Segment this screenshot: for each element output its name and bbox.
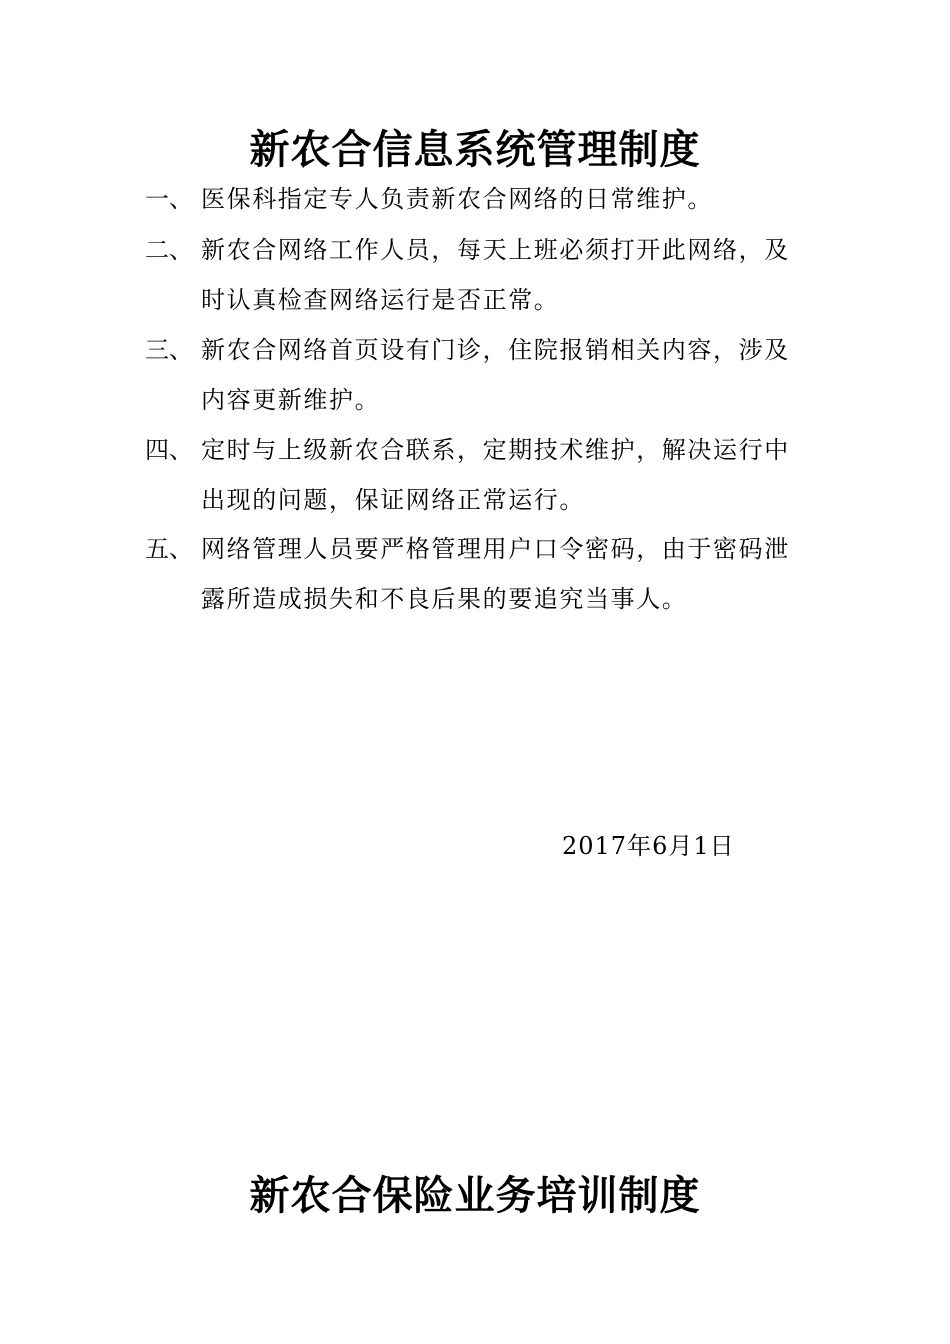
rule-item: [145, 425, 815, 525]
document-date: 2017年6月1日: [562, 832, 735, 860]
document-title: 新农合信息系统管理制度: [249, 126, 701, 173]
rule-item: [145, 325, 815, 425]
next-document-title: 新农合保险业务培训制度: [249, 1172, 701, 1219]
rule-number: 四、: [145, 436, 193, 464]
rule-item: [145, 524, 815, 624]
rule-number: 二、: [145, 236, 193, 264]
rule-number: 一、: [145, 185, 193, 213]
rule-text: 新农合网络首页设有门诊，住院报销相关内容，涉及内容更新维护。: [201, 336, 790, 414]
rule-text: 医保科指定专人负责新农合网络的日常维护。: [201, 185, 713, 213]
rule-item: [145, 174, 815, 224]
rule-text: 定时与上级新农合联系，定期技术维护，解决运行中出现的问题，保证网络正常运行。: [201, 436, 790, 514]
rule-text: 新农合网络工作人员，每天上班必须打开此网络，及时认真检查网络运行是否正常。: [201, 236, 790, 314]
rule-number: 五、: [145, 535, 193, 563]
rule-number: 三、: [145, 336, 193, 364]
rule-item: [145, 225, 815, 325]
rule-text: 网络管理人员要严格管理用户口令密码，由于密码泄露所造成损失和不良后果的要追究当事人。: [201, 535, 790, 613]
